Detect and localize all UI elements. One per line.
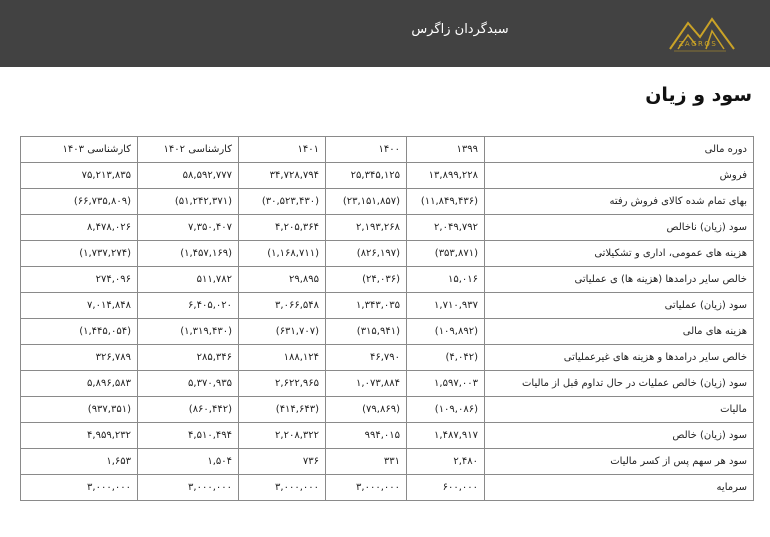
- table-cell: (۸۲۶,۱۹۷): [326, 241, 407, 267]
- table-cell: ۴,۲۰۵,۳۶۴: [239, 215, 326, 241]
- table-cell: ۱,۳۴۳,۰۳۵: [326, 293, 407, 319]
- table-cell: (۲۳,۱۵۱,۸۵۷): [326, 189, 407, 215]
- table-cell: ۱,۷۱۰,۹۳۷: [407, 293, 485, 319]
- table-cell: (۱,۳۱۹,۴۳۰): [138, 319, 239, 345]
- table-cell: ۷,۰۱۴,۸۴۸: [21, 293, 138, 319]
- table-cell: ۵,۳۷۰,۹۳۵: [138, 371, 239, 397]
- column-header: ۱۳۹۹: [407, 137, 485, 163]
- table-row: [21, 163, 754, 189]
- table-cell: ۱۳,۸۹۹,۲۲۸: [407, 163, 485, 189]
- table-row: [21, 189, 754, 215]
- table-cell: (۸۶۰,۴۴۲): [138, 397, 239, 423]
- table-cell: (۱,۴۴۵,۰۵۴): [21, 319, 138, 345]
- table-cell: ۵۱۱,۷۸۲: [138, 267, 239, 293]
- table-cell: ۳,۰۰۰,۰۰۰: [239, 475, 326, 501]
- table-cell: ۴,۹۵۹,۲۳۲: [21, 423, 138, 449]
- table-cell: (۱۰۹,۰۸۶): [407, 397, 485, 423]
- table-cell: ۳,۰۰۰,۰۰۰: [21, 475, 138, 501]
- table-cell: ۳,۰۶۶,۵۴۸: [239, 293, 326, 319]
- table-cell: ۲۹,۸۹۵: [239, 267, 326, 293]
- table-cell: ۲,۱۹۳,۲۶۸: [326, 215, 407, 241]
- table-cell: (۹۳۷,۳۵۱): [21, 397, 138, 423]
- table-cell: (۱,۴۵۷,۱۶۹): [138, 241, 239, 267]
- table-cell: (۴,۰۴۲): [407, 345, 485, 371]
- table-cell: (۶۳۱,۷۰۷): [239, 319, 326, 345]
- table-cell: ۲,۲۰۸,۳۲۲: [239, 423, 326, 449]
- mountain-logo-icon: [668, 13, 736, 55]
- row-label: هزینه های عمومی، اداری و تشکیلاتی: [485, 241, 754, 267]
- table-row: [21, 397, 754, 423]
- table-row: [21, 475, 754, 501]
- table-cell: (۳۵۳,۸۷۱): [407, 241, 485, 267]
- column-header: کارشناسی ۱۴۰۳: [21, 137, 138, 163]
- table-cell: ۸,۴۷۸,۰۲۶: [21, 215, 138, 241]
- table-cell: ۱,۶۵۳: [21, 449, 138, 475]
- zagros-logo[interactable]: [668, 13, 736, 55]
- table-row: [21, 423, 754, 449]
- table-cell: (۴۱۴,۶۴۳): [239, 397, 326, 423]
- table-cell: ۳۴,۷۲۸,۷۹۴: [239, 163, 326, 189]
- table-header-row: [21, 137, 754, 163]
- row-label: سود هر سهم پس از کسر مالیات: [485, 449, 754, 475]
- table-row: [21, 371, 754, 397]
- row-label: سرمایه: [485, 475, 754, 501]
- row-label: سود (زیان) خالص عملیات در حال تداوم قبل از مالیات: [485, 371, 754, 397]
- table-cell: (۱,۷۳۷,۲۷۴): [21, 241, 138, 267]
- table-cell: ۹۹۴,۰۱۵: [326, 423, 407, 449]
- column-header: ۱۴۰۰: [326, 137, 407, 163]
- table-cell: (۱,۱۶۸,۷۱۱): [239, 241, 326, 267]
- row-label: سود (زیان) عملیاتی: [485, 293, 754, 319]
- table-cell: ۱۸۸,۱۲۴: [239, 345, 326, 371]
- table-cell: (۲۴,۰۳۶): [326, 267, 407, 293]
- table-cell: (۱۰۹,۸۹۲): [407, 319, 485, 345]
- table-row: [21, 293, 754, 319]
- row-label: فروش: [485, 163, 754, 189]
- table-cell: ۷۵,۲۱۳,۸۳۵: [21, 163, 138, 189]
- row-label: بهای تمام شده کالای فروش رفته: [485, 189, 754, 215]
- table-row: [21, 345, 754, 371]
- table-cell: ۱,۵۹۷,۰۰۳: [407, 371, 485, 397]
- row-label: مالیات: [485, 397, 754, 423]
- row-label: خالص سایر درامدها (هزینه ها) ی عملیاتی: [485, 267, 754, 293]
- table-cell: ۵۸,۵۹۲,۷۷۷: [138, 163, 239, 189]
- table-cell: ۳۳۱: [326, 449, 407, 475]
- table-cell: ۴,۵۱۰,۴۹۴: [138, 423, 239, 449]
- table-row: [21, 319, 754, 345]
- column-header: ۱۴۰۱: [239, 137, 326, 163]
- table-row: [21, 449, 754, 475]
- column-header: کارشناسی ۱۴۰۲: [138, 137, 239, 163]
- page-title: سود و زیان: [645, 84, 752, 106]
- table-cell: ۲,۰۴۹,۷۹۲: [407, 215, 485, 241]
- table-cell: ۱,۰۷۳,۸۸۴: [326, 371, 407, 397]
- profit-loss-table: [20, 136, 754, 501]
- table-cell: ۶۰۰,۰۰۰: [407, 475, 485, 501]
- table-cell: ۳۲۶,۷۸۹: [21, 345, 138, 371]
- row-label: خالص سایر درامدها و هزینه های غیرعملیاتی: [485, 345, 754, 371]
- top-header-bar: [0, 0, 770, 67]
- table-cell: ۷,۳۵۰,۴۰۷: [138, 215, 239, 241]
- table-cell: ۱,۴۸۷,۹۱۷: [407, 423, 485, 449]
- table-cell: ۲۸۵,۳۴۶: [138, 345, 239, 371]
- table-cell: (۶۶,۷۳۵,۸۰۹): [21, 189, 138, 215]
- table-cell: ۳,۰۰۰,۰۰۰: [326, 475, 407, 501]
- table-cell: ۲,۴۸۰: [407, 449, 485, 475]
- table-cell: ۱۵,۰۱۶: [407, 267, 485, 293]
- table-cell: (۳۰,۵۲۳,۴۳۰): [239, 189, 326, 215]
- table-cell: ۳,۰۰۰,۰۰۰: [138, 475, 239, 501]
- table-cell: ۶,۴۰۵,۰۲۰: [138, 293, 239, 319]
- table-cell: ۷۳۶: [239, 449, 326, 475]
- table-cell: ۲۵,۳۴۵,۱۲۵: [326, 163, 407, 189]
- table-cell: (۳۱۵,۹۴۱): [326, 319, 407, 345]
- column-header: دوره مالی: [485, 137, 754, 163]
- table-cell: (۱۱,۸۴۹,۴۳۶): [407, 189, 485, 215]
- table-row: [21, 241, 754, 267]
- table-cell: ۲,۶۲۲,۹۶۵: [239, 371, 326, 397]
- row-label: سود (زیان) ناخالص: [485, 215, 754, 241]
- table-cell: (۵۱,۲۴۲,۳۷۱): [138, 189, 239, 215]
- table-row: [21, 215, 754, 241]
- logo-wordmark: ZAGROS: [678, 40, 718, 48]
- row-label: سود (زیان) خالص: [485, 423, 754, 449]
- table-cell: ۲۷۴,۰۹۶: [21, 267, 138, 293]
- table-cell: ۱,۵۰۴: [138, 449, 239, 475]
- table-cell: (۷۹,۸۶۹): [326, 397, 407, 423]
- site-title: سبدگردان زاگرس: [411, 22, 509, 37]
- row-label: هزینه های مالی: [485, 319, 754, 345]
- table-row: [21, 267, 754, 293]
- table-cell: ۵,۸۹۶,۵۸۳: [21, 371, 138, 397]
- table-cell: ۴۶,۷۹۰: [326, 345, 407, 371]
